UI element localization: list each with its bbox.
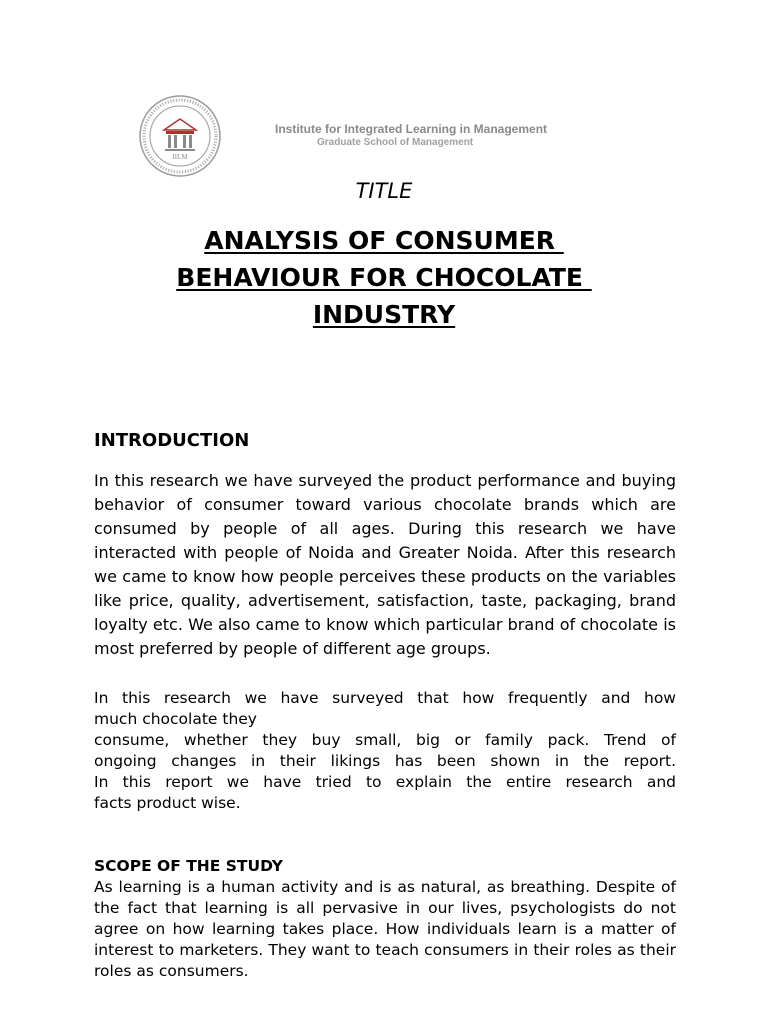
title-label: TITLE: [355, 179, 413, 203]
introduction-paragraph-1: In this research we have surveyed the product performance and buying behavior of consumer toward various chocolate brands which are consumed by people of all ages. During this research we have interacted with people of Noida and Greater Noida. After this research we came to know how people perceives these products on the variables like price, quality, advertisement, satisfaction, taste, packaging, brand loyalty etc. We also came to know which particular brand of chocolate is most preferred by people of different age groups.: [94, 471, 676, 658]
paragraph-line: In this report we have tried to explain the entire research and: [94, 773, 676, 791]
scope-heading: SCOPE OF THE STUDY: [94, 857, 284, 875]
paragraph-line: much chocolate they: [94, 710, 257, 728]
paragraph-line: facts product wise.: [94, 794, 241, 812]
paragraph-line: ongoing changes in their likings has been shown in the report.: [94, 752, 676, 770]
document-title: [100, 222, 668, 333]
introduction-heading: INTRODUCTION: [94, 430, 250, 451]
title-line: BEHAVIOUR FOR CHOCOLATE: [176, 263, 592, 292]
title-line: ANALYSIS OF CONSUMER: [204, 226, 564, 255]
scope-paragraph: As learning is a human activity and is as natural, as breathing. Despite of the fact that learning is all pervasive in our lives, psychologists do not agree on how learning takes place. How individuals learn is a matter of interest to marketers. They want to teach consumers in their roles as their roles as consumers.: [94, 878, 676, 980]
seal-label: IILM: [172, 153, 188, 161]
paragraph-line: In this research we have surveyed that how frequently and how: [94, 689, 676, 707]
paragraph-line: consume, whether they buy small, big or family pack. Trend of: [94, 731, 676, 749]
institute-seal-icon: [138, 94, 222, 178]
institute-subtitle: Graduate School of Management: [317, 137, 474, 148]
introduction-paragraph-2: [94, 688, 676, 814]
title-line: INDUSTRY: [312, 300, 456, 329]
institute-header: [138, 94, 638, 178]
institute-name: Institute for Integrated Learning in Management: [275, 122, 548, 136]
